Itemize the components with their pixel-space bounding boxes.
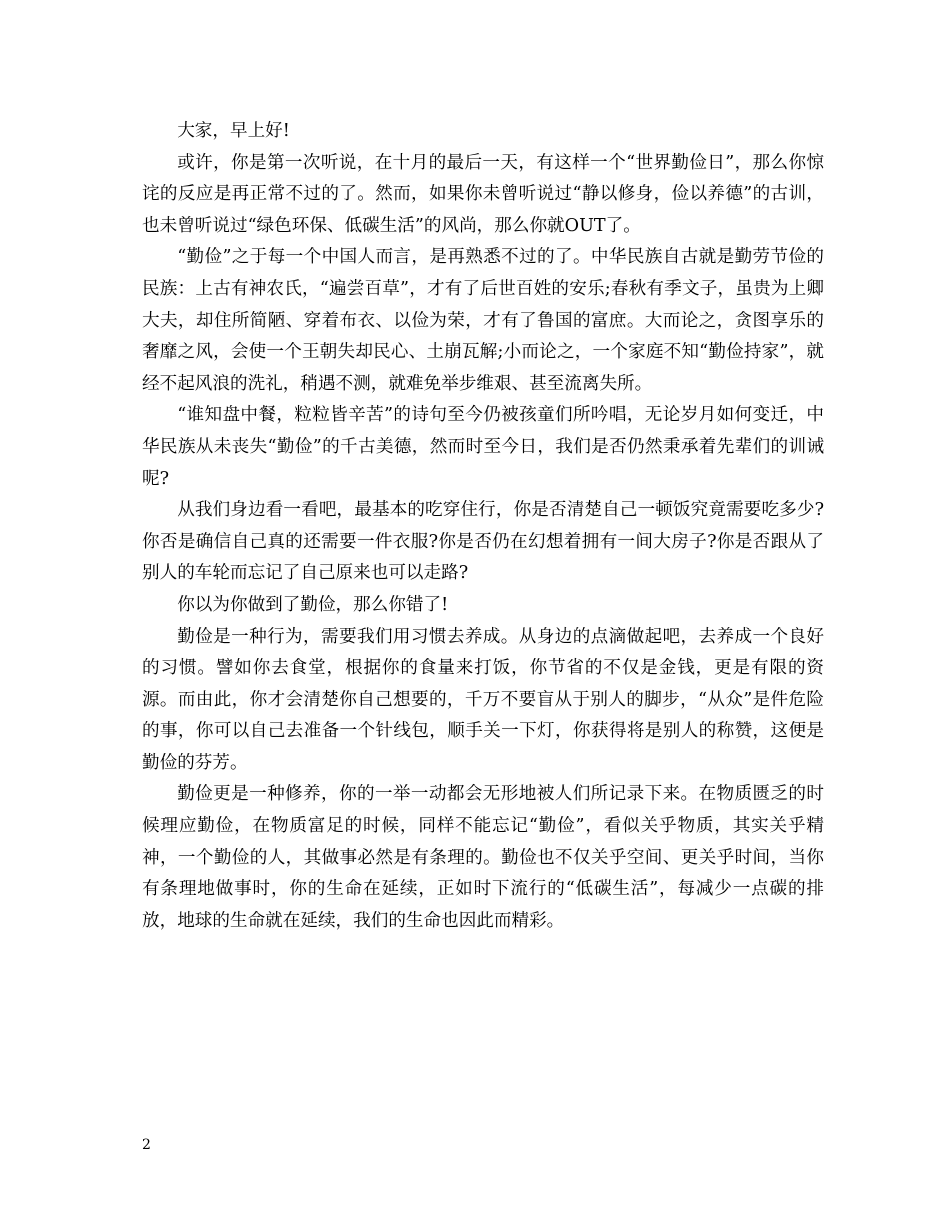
paragraph-greeting: 大家，早上好! xyxy=(177,121,290,141)
paragraph-tradition: “勤俭”之于每一个中国人而言，是再熟悉不过的了。中华民族自古就是勤劳节俭的民族：上古有神农氏，“遍尝百草”，才有了后世百姓的安乐;春秋有季文子，虽贵为上卿大夫，却住所简陋、穿着布衣、以俭为荣，才有了鲁国的富庶。大而论之，贪图享乐的奢靡之风，会使一个王朝失却民心、土崩瓦解;小而论之，一个家庭不知“勤俭持家”，就经不起风浪的洗礼，稍遇不测，就难免举步维艰、甚至流离失所。 xyxy=(142,247,824,394)
paragraph-poem: “谁知盘中餐，粒粒皆辛苦”的诗句至今仍被孩童们所吟唱，无论岁月如何变迁，中华民族从未丧失“勤俭”的千古美德，然而时至今日，我们是否仍然秉承着先辈们的训诫呢? xyxy=(142,405,824,489)
paragraph-wrong: 你以为你做到了勤俭，那么你错了! xyxy=(177,594,449,615)
paragraph-intro: 或许，你是第一次听说，在十月的最后一天，有这样一个“世界勤俭日”，那么你惊诧的反应是再正常不过的了。然而，如果你未曾听说过“静以修身，俭以养德”的古训，也未曾听说过“绿色环保、低碳生活”的风尚，那么你就OUT了。 xyxy=(142,152,824,236)
paragraph-cultivation: 勤俭更是一种修养，你的一举一动都会无形地被人们所记录下来。在物质匮乏的时候理应勤俭，在物质富足的时候，同样不能忘记“勤俭”，看似关乎物质，其实关乎精神，一个勤俭的人，其做事必然是有条理的。勤俭也不仅关乎空间、更关乎时间，当你有条理地做事时，你的生命在延续，正如时下流行的“低碳生活”，每减少一点碳的排放，地球的生命就在延续，我们的生命也因此而精彩。 xyxy=(142,784,824,931)
paragraph-habit: 勤俭是一种行为，需要我们用习惯去养成。从身边的点滴做起吧，去养成一个良好的习惯。譬如你去食堂，根据你的食量来打饭，你节省的不仅是金钱，更是有限的资源。而由此，你才会清楚你自己想要的，千万不要盲从于别人的脚步，“从众”是件危险的事，你可以自己去准备一个针线包，顺手关一下灯，你获得将是别人的称赞，这便是勤俭的芬芳。 xyxy=(142,626,824,773)
document-body xyxy=(142,116,824,937)
page-number: 2 xyxy=(142,1137,151,1153)
paragraph-questions: 从我们身边看一看吧，最基本的吃穿住行，你是否清楚自己一顿饭究竟需要吃多少?你否是确信自己真的还需要一件衣服?你是否仍在幻想着拥有一间大房子?你是否跟从了别人的车轮而忘记了自己原来也可以走路? xyxy=(142,500,824,584)
